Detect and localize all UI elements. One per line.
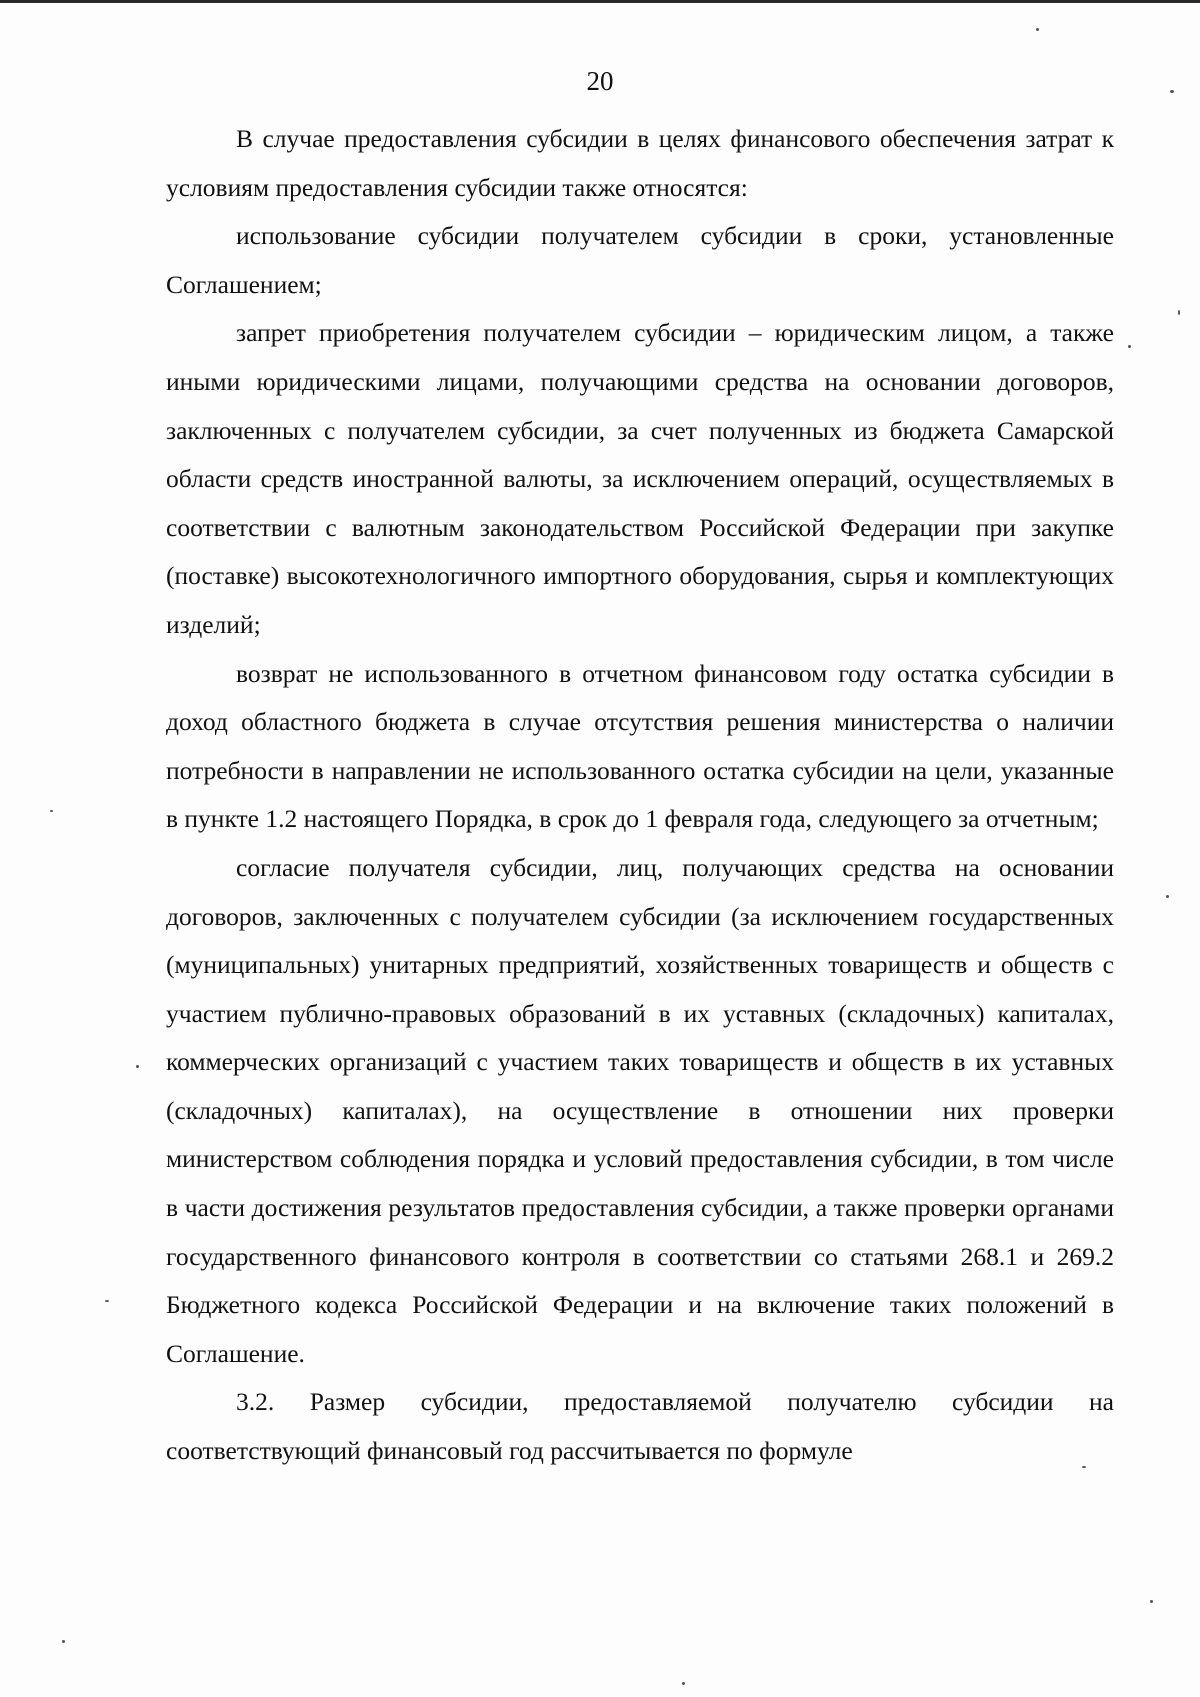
scan-speck bbox=[50, 810, 53, 812]
scan-speck bbox=[1128, 345, 1131, 348]
scan-edge bbox=[0, 0, 1200, 3]
scan-speck bbox=[1082, 1466, 1086, 1468]
paragraph-usage-term: использование субсидии получателем субсидии в сроки, установленные Соглашением; bbox=[166, 221, 1114, 299]
page-number: 20 bbox=[586, 66, 614, 96]
scan-speck bbox=[682, 1682, 685, 1685]
scan-speck bbox=[105, 1300, 109, 1302]
document-body bbox=[166, 115, 1114, 1476]
scan-speck bbox=[1150, 1600, 1153, 1603]
scan-speck bbox=[1170, 90, 1174, 93]
scan-speck bbox=[136, 1065, 139, 1068]
scan-speck bbox=[1166, 895, 1169, 898]
scan-speck bbox=[1036, 28, 1039, 31]
paragraph-audit-consent: согласие получателя субсидии, лиц, получающих средства на основании договоров, заключенных с получателем субсидии (за исключением государственных (муниципальных) унитарных предприятий, хозяйственных товариществ и обществ с участием публично-правовых образований в их уставных (складочных) капиталах, коммерческих организаций с участием таких товариществ и обществ в их уставных (складочных) капиталах), на осуществление в отношении них проверки министерством соблюдения порядка и условий предоставления субсидии, в том числе в части достижения результатов предоставления субсидии, а также проверки органами государственного финансового контроля в соответствии со статьями 268.1 и 269.2 Бюджетного кодекса Российской Федерации и на включение таких положений в Соглашение. bbox=[166, 852, 1114, 1368]
scan-speck bbox=[1178, 310, 1180, 315]
paragraph-currency-ban: запрет приобретения получателем субсидии – юридическим лицом, а также иными юридическими лицами, получающими средства на основании договоров, заключенных с получателем субсидии, за счет полученных из бюджета Самарской области средств иностранной валюты, за исключением операций, осуществляемых в соответствии с валютным законодательством Российской Федерации при закупке (поставке) высокотехнологичного импортного оборудования, сырья и комплектующих изделий; bbox=[166, 318, 1114, 639]
scan-speck bbox=[62, 1640, 65, 1643]
paragraph-refund: возврат не использованного в отчетном финансовом году остатка субсидии в доход областного бюджета в случае отсутствия решения министерства о наличии потребности в направлении не использованного остатка субсидии на цели, указанные в пункте 1.2 настоящего Порядка, в срок до 1 февраля года, следующего за отчетным; bbox=[166, 658, 1114, 834]
paragraph-intro: В случае предоставления субсидии в целях финансового обеспечения затрат к условиям предоставления субсидии также относятся: bbox=[166, 124, 1114, 202]
paragraph-subsidy-size: 3.2. Размер субсидии, предоставляемой получателю субсидии на соответствующий финансовый год рассчитывается по формуле bbox=[166, 1387, 1114, 1466]
